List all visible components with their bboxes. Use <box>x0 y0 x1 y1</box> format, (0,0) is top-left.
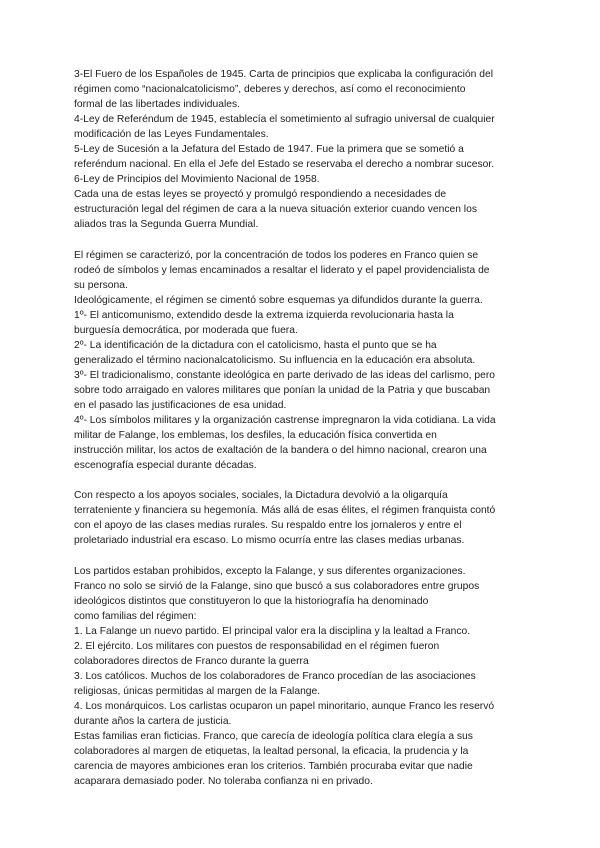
text-line: 6-Ley de Principios del Movimiento Nacional de 1958. <box>74 174 320 186</box>
text-line: 3º- El tradicionalismo, constante ideológica en parte derivado de las ideas del carlismo, pero <box>74 369 496 381</box>
text-line: burguesía democrática, por moderada que fuera. <box>74 324 298 336</box>
paragraph-gap <box>74 473 534 488</box>
text-line: 4. Los monárquicos. Los carlistas ocuparon un papel minoritario, aunque Franco les reservó <box>74 700 495 712</box>
paragraph-regime-families <box>74 564 534 790</box>
text-line: 3-El Fuero de los Españoles de 1945. Carta de principios que explicaba la configuración del <box>74 69 493 80</box>
text-line: terrateniente y financiera su hegemonía. Más allá de esas élites, el régimen franquista contó <box>74 505 496 517</box>
text-line: 1. La Falange un nuevo partido. El principal valor era la disciplina y la lealtad a Franco. <box>74 625 471 637</box>
text-line: Los partidos estaban prohibidos, excepto la Falange, y sus diferentes organizaciones. <box>74 565 466 577</box>
text-line: 4-Ley de Referéndum de 1945, establecía el sometimiento al sufragio universal de cualquier <box>74 114 495 126</box>
paragraph-regime-characteristics <box>74 248 534 474</box>
document-body <box>74 67 534 789</box>
text-line: sobre todo arraigado en valores militares que ponían la unidad de la Patria y que buscaban <box>74 384 491 396</box>
text-line: referéndum nacional. En ella el Jefe del Estado se reservaba el derecho a nombrar sucesor. <box>74 159 495 171</box>
text-line: Franco no solo se sirvió de la Falange, sino que buscó a sus colaboradores entre grupos <box>74 580 480 592</box>
text-line: carencia de mayores ambiciones eran los criterios. También procuraba evitar que nadie <box>74 761 473 773</box>
text-line: rodeó de símbolos y lemas encaminados a resaltar el liderato y el papel providencialista de <box>74 264 490 276</box>
text-line: formal de las libertades individuales. <box>74 99 240 111</box>
text-line: 1º- El anticomunismo, extendido desde la extrema izquierda revolucionaria hasta la <box>74 309 454 321</box>
text-line: régimen como “nacionalcatolicismo”, deberes y derechos, así como el reconocimiento <box>74 84 466 96</box>
text-line: militar de Falange, los emblemas, los desfiles, la educación física convertida en <box>74 430 437 442</box>
text-line: instrucción militar, los actos de exaltación de la bandera o del himno nacional, crearon una <box>74 445 487 457</box>
text-line: 5-Ley de Sucesión a la Jefatura del Estado de 1947. Fue la primera que se sometió a <box>74 144 464 156</box>
text-line: 2º- La identificación de la dictadura con el catolicismo, hasta el punto que se ha <box>74 339 437 351</box>
text-line: El régimen se caracterizó, por la concentración de todos los poderes en Franco quien se <box>74 249 479 261</box>
text-line: 4º- Los símbolos militares y la organización castrense impregnaron la vida cotidiana. La vida <box>74 415 496 427</box>
text-line: colaboradores al margen de etiquetas, la lealtad personal, la eficacia, la prudencia y la <box>74 746 469 758</box>
text-line: generalizado el término nacionalcatolicismo. Su influencia en la educación era absoluta. <box>74 354 476 366</box>
text-line: como familias del régimen: <box>74 610 197 622</box>
paragraph-gap <box>74 233 534 248</box>
paragraph-gap <box>74 549 534 564</box>
text-line: colaboradores directos de Franco durante la guerra <box>74 655 309 667</box>
text-line: modificación de las Leyes Fundamentales. <box>74 129 269 141</box>
text-line: con el apoyo de las clases medias rurales. Su respaldo entre los jornaleros y entre el <box>74 520 462 532</box>
text-line: en el pasado las justificaciones de esa unidad. <box>74 400 287 412</box>
text-line: Con respecto a los apoyos sociales, sociales, la Dictadura devolvió a la oligarquía <box>74 490 448 502</box>
text-line: escenografía especial durante décadas. <box>74 460 257 472</box>
text-line: proletariado industrial era escaso. Lo mismo ocurría entre las clases medias urbanas. <box>74 535 465 547</box>
text-line: Cada una de estas leyes se proyectó y promulgó respondiendo a necesidades de <box>74 189 447 201</box>
text-line: durante años la cartera de justicia. <box>74 716 232 728</box>
text-line: aliados tras la Segunda Guerra Mundial. <box>74 219 259 231</box>
text-line: su persona. <box>74 279 128 291</box>
paragraph-social-support <box>74 488 534 548</box>
text-line: 2. El ejército. Los militares con puestos de responsabilidad en el régimen fueron <box>74 640 440 652</box>
text-line: ideológicos distintos que constituyeron lo que la historiografía ha denominado <box>74 595 429 607</box>
text-line: Ideológicamente, el régimen se cimentó sobre esquemas ya difundidos durante la guerra. <box>74 294 483 306</box>
text-line: religiosas, únicas permitidas al margen de la Falange. <box>74 685 321 697</box>
text-line: 3. Los católicos. Muchos de los colaboradores de Franco procedían de las asociaciones <box>74 670 476 682</box>
text-line: estructuración legal del régimen de cara a la nueva situación exterior cuando vencen los <box>74 204 477 216</box>
text-line: Estas familias eran ficticias. Franco, que carecía de ideología política clara elegía a sus <box>74 731 473 743</box>
paragraph-laws-list <box>74 67 534 233</box>
text-line: acaparara demasiado poder. No toleraba confianza ni en privado. <box>74 776 373 788</box>
